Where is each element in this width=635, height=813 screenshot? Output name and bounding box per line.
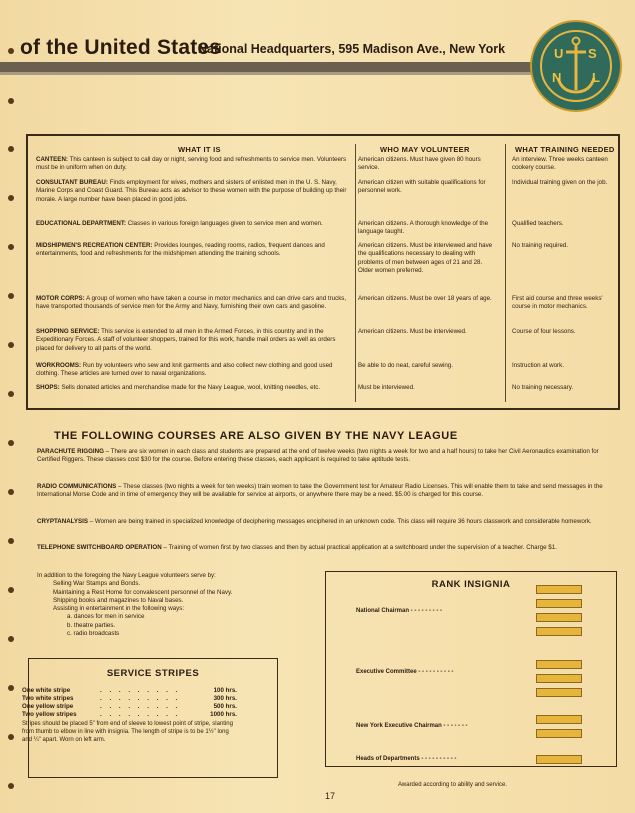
additional-services xyxy=(37,572,327,638)
additional-intro: In addition to the foregoing the Navy League volunteers serve by: xyxy=(37,572,216,579)
course-text: – These classes (two nights a week for ten weeks) train women to take the Government test for Amateur Radio Licenses. This will enable them to take and send messages in the International Morse Code and in time of emergency they will be available for service at airports, or anywhere there may be a need. $5.00 is charged for this course. xyxy=(37,483,603,499)
table-row-what xyxy=(36,156,354,173)
table-row-who: American citizens. Must be over 18 years of age. xyxy=(358,295,492,302)
stripe-row xyxy=(22,711,237,719)
row-desc: Finds employment for wives, mothers and sisters of enlisted men in the U. S. Navy, Marine Corps and Coast Guard. This Bureau acts as advisor to these women with the purpose of building up their morale. A large number have been placed in good jobs. xyxy=(36,179,347,203)
insignia-bar xyxy=(536,599,582,608)
table-row-what xyxy=(36,362,354,379)
course-text: – Women are being trained in specialized knowledge of deciphering messages enciphered in an unknown code. This class will require 36 hours classwork and considerable homework. xyxy=(88,518,592,525)
logo-letter: U xyxy=(554,46,564,61)
table-row-who: Be able to do neat, careful sewing. xyxy=(358,362,453,369)
row-name: SHOPS: xyxy=(36,384,60,391)
additional-subitem: c. radio broadcasts xyxy=(67,630,120,638)
page-number: 17 xyxy=(325,791,336,801)
course-item xyxy=(37,518,615,526)
table-row-training: No training necessary. xyxy=(512,384,574,391)
binder-hole xyxy=(8,587,14,593)
stripe-label: Two yellow stripes xyxy=(22,711,77,718)
table-row-training: First aid course and three weeks' course in motor mechanics. xyxy=(512,295,603,311)
page-title: of the United States xyxy=(20,36,222,59)
course-text: – Training of women first by two classes and then by actual practical application at a switchboard under the supervision of a teacher. Charge $1. xyxy=(161,544,557,551)
table-row-training: An interview. Three weeks canteen cookery course. xyxy=(512,156,608,172)
rank-insignia-title: RANK INSIGNIA xyxy=(431,579,511,590)
table-row-training: Instruction at work. xyxy=(512,362,564,369)
row-name: MOTOR CORPS: xyxy=(36,295,85,302)
stripe-note: Stripes should be placed 5" from end of sleeve to lowest point of stripe, slanting from thumb to elbow in line with insignia. The length of stripe is to be 1½" long and ¼" apart. Worn on left arm. xyxy=(22,721,233,743)
row-name: CANTEEN: xyxy=(36,156,68,163)
table-row-training: Qualified teachers. xyxy=(512,220,564,227)
table-row-what xyxy=(36,384,354,392)
header-band xyxy=(0,62,540,72)
table-row-what xyxy=(36,179,354,204)
binder-hole xyxy=(8,195,14,201)
leader-dots: . . . . . . . . . xyxy=(100,687,181,694)
insignia-bar xyxy=(536,613,582,622)
stripe-row xyxy=(22,703,237,711)
stripe-label: One white stripe xyxy=(22,687,71,694)
row-name: EDUCATIONAL DEPARTMENT: xyxy=(36,220,127,227)
rank-insignia-note: Awarded according to ability and service. xyxy=(398,782,507,788)
leader-dots: . . . . . . . . . xyxy=(100,703,181,710)
course-item xyxy=(37,544,615,552)
course-text: – There are six women in each class and students are prepared at the end of twelve weeks (two nights a week for two and a half hours) to take her Civil Aeronautics examination for Certified Riggers. These classes cost $30 for the course. Before entering these classes, each applicant is required to take aptitude tests. xyxy=(37,448,599,464)
rank-insignia-box xyxy=(325,571,617,767)
additional-item: Maintaining a Rest Home for convalescent personnel of the Navy. xyxy=(53,588,233,596)
row-name: SHOPPING SERVICE: xyxy=(36,328,100,335)
table-row-who: American citizens. Must be interviewed. xyxy=(358,328,467,335)
table-row-what xyxy=(36,295,354,312)
additional-item: Shipping books and magazines to Naval bases. xyxy=(53,596,184,604)
binder-hole xyxy=(8,489,14,495)
table-row-what xyxy=(36,220,354,228)
course-name: TELEPHONE SWITCHBOARD OPERATION xyxy=(37,544,162,551)
insignia-bar xyxy=(536,585,582,594)
courses-heading: THE FOLLOWING COURSES ARE ALSO GIVEN BY THE NAVY LEAGUE xyxy=(54,430,458,442)
insignia-bar xyxy=(536,755,582,764)
row-desc: This canteen is subject to call day or night, serving food and refreshments to service men. Volunteers must be in uniform when on duty. xyxy=(36,156,347,172)
anchor-icon xyxy=(532,22,620,110)
stripe-label: One yellow stripe xyxy=(22,703,74,710)
leader-dots: . . . . . . . . . xyxy=(100,711,181,718)
binder-hole xyxy=(8,48,14,54)
header-band-lower xyxy=(0,72,540,75)
course-item xyxy=(37,448,615,465)
table-row-who: American citizen with suitable qualifications for personnel work. xyxy=(358,179,486,195)
column-divider xyxy=(505,144,506,402)
stripe-value: 100 hrs. xyxy=(213,687,237,694)
logo-letter: L xyxy=(592,70,600,85)
row-name: MIDSHIPMEN'S RECREATION CENTER: xyxy=(36,242,153,249)
insignia-bar xyxy=(536,729,582,738)
additional-item: Assisting in entertainment in the following ways: xyxy=(53,605,185,613)
volunteer-table xyxy=(26,134,620,410)
binder-hole xyxy=(8,538,14,544)
course-name: RADIO COMMUNICATIONS xyxy=(37,483,117,490)
course-name: CRYPTANALYSIS xyxy=(37,518,88,525)
additional-subitem: b. theatre parties. xyxy=(67,621,116,629)
insignia-bar xyxy=(536,674,582,683)
binder-hole xyxy=(8,636,14,642)
logo-letter: N xyxy=(552,70,562,85)
stripe-label: Two white stripes xyxy=(22,695,74,702)
stripe-row xyxy=(22,687,237,695)
insignia-bar xyxy=(536,688,582,697)
insignia-bar xyxy=(536,627,582,636)
logo-letter: S xyxy=(588,46,597,61)
rank-label-national-chairman: National Chairman - - - - - - - - - xyxy=(356,608,443,614)
row-desc: Run by volunteers who sew and knit garments and also collect new clothing and good used clothing. These articles are turned over to naval organizations. xyxy=(36,362,333,378)
binder-hole xyxy=(8,244,14,250)
navy-league-logo xyxy=(530,20,622,112)
rank-label-ny-executive-chairman: New York Executive Chairman - - - - - - - xyxy=(356,723,468,729)
additional-item: Selling War Stamps and Bonds. xyxy=(53,580,141,588)
table-row-what xyxy=(36,328,354,353)
row-name: WORKROOMS: xyxy=(36,362,82,369)
row-desc: Provides lounges, reading rooms, radios, frequent dances and entertainments, food and refreshments for the midshipmen attending the training schools. xyxy=(36,242,325,258)
stripe-value: 1000 hrs. xyxy=(210,711,237,718)
column-header-training: WHAT TRAINING NEEDED xyxy=(515,145,615,154)
binder-hole xyxy=(8,734,14,740)
row-desc: This service is extended to all men in the Armed Forces, in this country and in the Expeditionary Forces. A staff of volunteer shoppers, trained for this work, handle mail orders as well as orders placed for delivery to all parts of the world. xyxy=(36,328,336,352)
course-name: PARACHUTE RIGGING xyxy=(37,448,104,455)
binder-hole xyxy=(8,391,14,397)
rank-label-heads-of-departments: Heads of Departments - - - - - - - - - - xyxy=(356,756,457,762)
course-item xyxy=(37,483,615,500)
table-row-who: American citizens. Must be interviewed and have the qualifications necessary to dealing with problems of men between ages of 21 and 28. Older women preferred. xyxy=(358,242,493,275)
binder-hole xyxy=(8,342,14,348)
page-subtitle: National Headquarters, 595 Madison Ave., New York xyxy=(198,42,506,56)
table-row-training: No training required. xyxy=(512,242,569,249)
row-name: CONSULTANT BUREAU: xyxy=(36,179,108,186)
binder-hole xyxy=(8,440,14,446)
stripe-row xyxy=(22,695,237,703)
row-desc: Classes in various foreign languages given to service men and women. xyxy=(127,220,323,227)
service-stripes-title: SERVICE STRIPES xyxy=(106,668,200,679)
binder-hole xyxy=(8,685,14,691)
insignia-bar xyxy=(536,715,582,724)
table-row-training: Individual training given on the job. xyxy=(512,179,608,186)
leader-dots: . . . . . . . . . xyxy=(100,695,181,702)
table-row-who: American citizens. A thorough knowledge of the language taught. xyxy=(358,220,489,236)
rank-label-executive-committee: Executive Committee - - - - - - - - - - xyxy=(356,669,454,675)
row-desc: A group of women who have taken a course in motor mechanics and can drive cars and trucks, have transported thousands of service men for the Army and Navy, furnishing their own cars and gasoline. xyxy=(36,295,347,311)
table-row-who: American citizens. Must have given 80 hours service. xyxy=(358,156,481,172)
stripe-value: 300 hrs. xyxy=(213,695,237,702)
binder-hole xyxy=(8,783,14,789)
insignia-bar xyxy=(536,660,582,669)
table-row-who: Must be interviewed. xyxy=(358,384,415,391)
stripe-value: 500 hrs. xyxy=(213,703,237,710)
binder-hole xyxy=(8,146,14,152)
column-header-what: WHAT IT IS xyxy=(178,145,221,154)
table-row-what xyxy=(36,242,354,259)
binder-hole xyxy=(8,98,14,104)
table-row-training: Course of four lessons. xyxy=(512,328,576,335)
column-header-who: WHO MAY VOLUNTEER xyxy=(380,145,470,154)
binder-hole xyxy=(8,293,14,299)
column-divider xyxy=(355,144,356,402)
additional-subitem: a. dances for men in service xyxy=(67,613,145,621)
row-desc: Sells donated articles and merchandise made for the Navy League, wool, knitting needles, etc. xyxy=(61,384,321,391)
